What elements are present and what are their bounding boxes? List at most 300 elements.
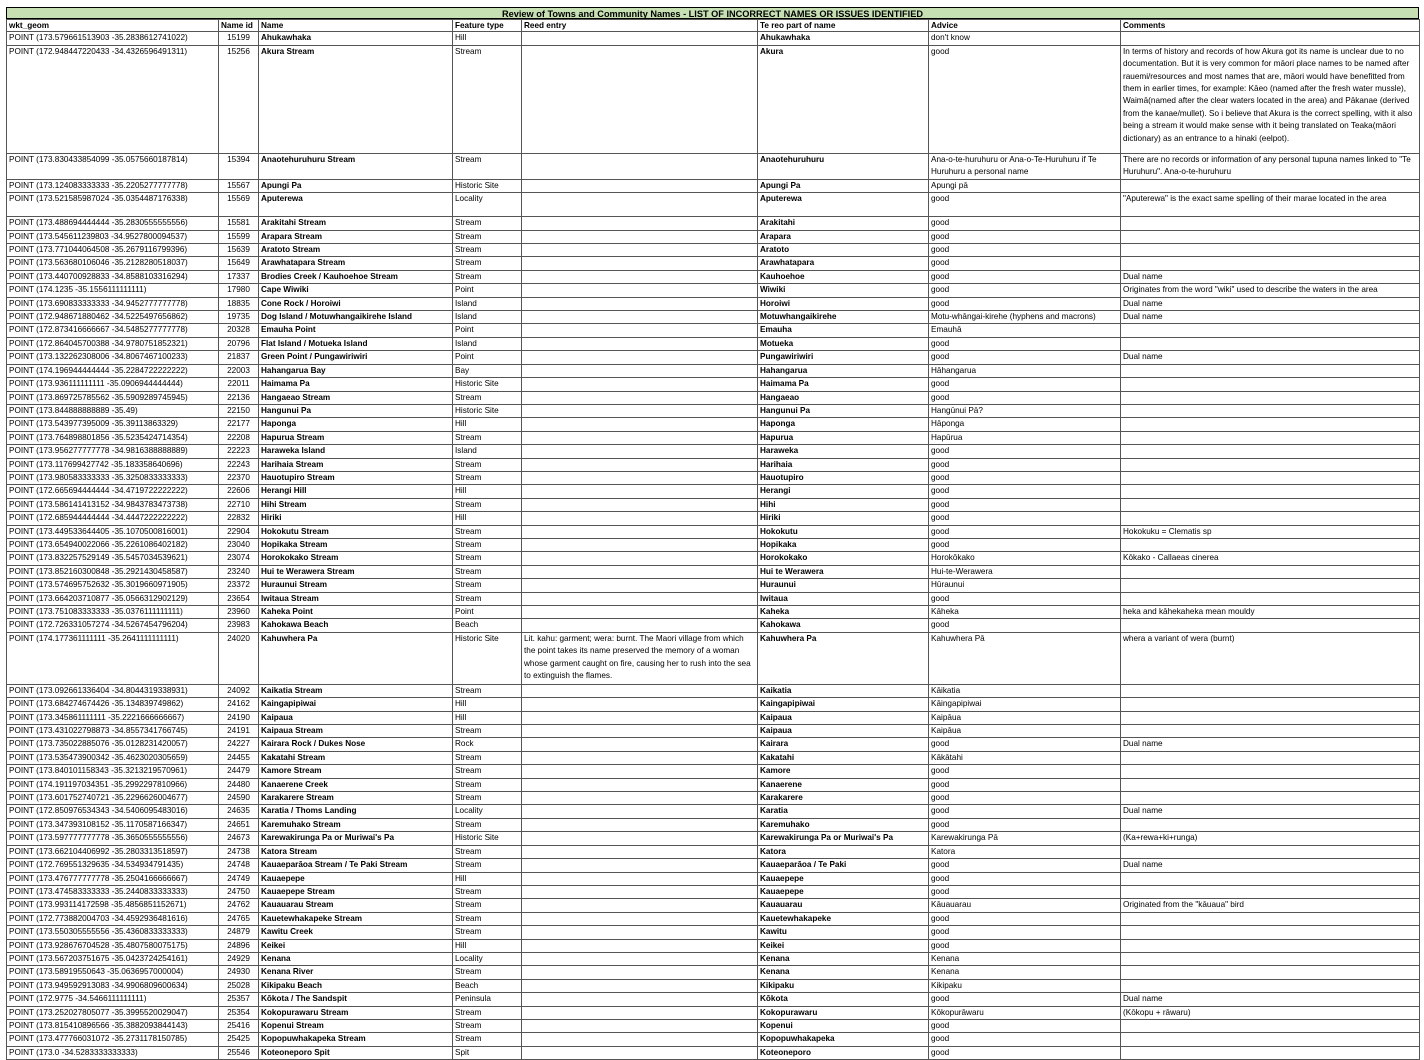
cell-te-reo[interactable]: Emauha: [758, 324, 929, 337]
cell-name-id[interactable]: 15649: [219, 257, 259, 270]
cell-reed-entry[interactable]: [522, 805, 758, 818]
cell-name[interactable]: Kauaepepe Stream: [259, 885, 453, 898]
cell-advice[interactable]: good: [929, 912, 1121, 925]
cell-reed-entry[interactable]: [522, 391, 758, 404]
cell-te-reo[interactable]: Kauaepepe: [758, 872, 929, 885]
cell-name[interactable]: Karemuhako Stream: [259, 818, 453, 831]
cell-name[interactable]: Horokokako Stream: [259, 552, 453, 565]
cell-name-id[interactable]: 19735: [219, 311, 259, 324]
cell-name[interactable]: Brodies Creek / Kauhoehoe Stream: [259, 270, 453, 283]
cell-name-id[interactable]: 22136: [219, 391, 259, 404]
cell-feature-type[interactable]: Stream: [453, 1033, 522, 1046]
cell-feature-type[interactable]: Historic Site: [453, 832, 522, 845]
cell-comments[interactable]: [1121, 872, 1420, 885]
cell-feature-type[interactable]: Locality: [453, 952, 522, 965]
cell-feature-type[interactable]: Stream: [453, 818, 522, 831]
cell-feature-type[interactable]: Spit: [453, 1046, 522, 1059]
cell-comments[interactable]: [1121, 725, 1420, 738]
cell-name-id[interactable]: 22011: [219, 378, 259, 391]
cell-feature-type[interactable]: Stream: [453, 270, 522, 283]
cell-te-reo[interactable]: Horokokako: [758, 552, 929, 565]
cell-name-id[interactable]: 24480: [219, 778, 259, 791]
cell-te-reo[interactable]: Apungi Pa: [758, 179, 929, 192]
cell-comments[interactable]: [1121, 257, 1420, 270]
cell-name[interactable]: Karewakirunga Pa or Muriwai's Pa: [259, 832, 453, 845]
cell-wkt-geom[interactable]: POINT (173.521585987024 -35.0354487176338): [7, 193, 219, 217]
cell-feature-type[interactable]: Point: [453, 351, 522, 364]
cell-name-id[interactable]: 20328: [219, 324, 259, 337]
cell-reed-entry[interactable]: [522, 859, 758, 872]
cell-comments[interactable]: [1121, 778, 1420, 791]
cell-comments[interactable]: [1121, 485, 1420, 498]
cell-wkt-geom[interactable]: POINT (173.474583333333 -35.2440833333333): [7, 885, 219, 898]
cell-wkt-geom[interactable]: POINT (173.567203751675 -35.0423724254161): [7, 952, 219, 965]
cell-te-reo[interactable]: Haraweka: [758, 445, 929, 458]
cell-feature-type[interactable]: Point: [453, 324, 522, 337]
header-name[interactable]: Name: [259, 20, 453, 32]
cell-comments[interactable]: [1121, 698, 1420, 711]
cell-wkt-geom[interactable]: POINT (173.0 -34.5283333333333): [7, 1046, 219, 1059]
cell-reed-entry[interactable]: [522, 765, 758, 778]
cell-name-id[interactable]: 22904: [219, 525, 259, 538]
cell-te-reo[interactable]: Karatia: [758, 805, 929, 818]
cell-wkt-geom[interactable]: POINT (172.948671880462 -34.5225497656862): [7, 311, 219, 324]
cell-te-reo[interactable]: Keikei: [758, 939, 929, 952]
cell-name[interactable]: Hangunui Pa: [259, 404, 453, 417]
cell-advice[interactable]: Katora: [929, 845, 1121, 858]
cell-reed-entry[interactable]: [522, 193, 758, 217]
cell-wkt-geom[interactable]: POINT (172.873416666667 -34.5485277777778): [7, 324, 219, 337]
cell-te-reo[interactable]: Kaipaua: [758, 711, 929, 724]
cell-reed-entry[interactable]: [522, 538, 758, 551]
cell-comments[interactable]: [1121, 979, 1420, 992]
cell-advice[interactable]: good: [929, 270, 1121, 283]
cell-name-id[interactable]: 24635: [219, 805, 259, 818]
cell-name[interactable]: Kauauarau Stream: [259, 899, 453, 912]
cell-advice[interactable]: good: [929, 592, 1121, 605]
cell-reed-entry[interactable]: [522, 270, 758, 283]
cell-name[interactable]: Kauaepepe: [259, 872, 453, 885]
cell-name[interactable]: Kakatahi Stream: [259, 751, 453, 764]
cell-comments[interactable]: [1121, 179, 1420, 192]
cell-name-id[interactable]: 24879: [219, 926, 259, 939]
cell-name[interactable]: Akura Stream: [259, 45, 453, 153]
cell-te-reo[interactable]: Horoiwi: [758, 297, 929, 310]
cell-advice[interactable]: Kāuauarau: [929, 899, 1121, 912]
cell-advice[interactable]: Ana-o-te-huruhuru or Ana-o-Te-Huruhuru if Te Huruhuru a personal name: [929, 153, 1121, 179]
cell-te-reo[interactable]: Hangunui Pa: [758, 404, 929, 417]
cell-reed-entry[interactable]: [522, 311, 758, 324]
cell-comments[interactable]: [1121, 765, 1420, 778]
cell-te-reo[interactable]: Harihaia: [758, 458, 929, 471]
cell-wkt-geom[interactable]: POINT (172.665694444444 -34.4719722222222): [7, 485, 219, 498]
cell-reed-entry[interactable]: [522, 284, 758, 297]
cell-wkt-geom[interactable]: POINT (173.928676704528 -35.4807580075175): [7, 939, 219, 952]
cell-name-id[interactable]: 25028: [219, 979, 259, 992]
cell-feature-type[interactable]: Peninsula: [453, 993, 522, 1006]
cell-comments[interactable]: [1121, 912, 1420, 925]
cell-feature-type[interactable]: Stream: [453, 845, 522, 858]
cell-advice[interactable]: good: [929, 859, 1121, 872]
cell-name-id[interactable]: 24896: [219, 939, 259, 952]
cell-wkt-geom[interactable]: POINT (173.764898801856 -35.5235424714354): [7, 431, 219, 444]
cell-wkt-geom[interactable]: POINT (174.177361111111 -35.2641111111111): [7, 632, 219, 684]
cell-wkt-geom[interactable]: POINT (173.751083333333 -35.0376111111111): [7, 606, 219, 619]
cell-name[interactable]: Hui te Werawera Stream: [259, 565, 453, 578]
cell-name[interactable]: Arapara Stream: [259, 230, 453, 243]
cell-feature-type[interactable]: Stream: [453, 1006, 522, 1019]
cell-comments[interactable]: In terms of history and records of how Akura got its name is unclear due to no documentation. But it is very common for māori place names to be named after rauemi/resources and most names that are, māori would have benefitted from them in earlier times, for example: Kāeo (named after the fresh water mussle), Waimā(named after the clear waters located in the area) and Pākanae (derived from the kanae/mullet). So i believe that Akura is the correct spelling, with it also being a stream it would make sense with it being translated on Teaka(māori dictionary) as an entrance to a hinaki (eelpot).: [1121, 45, 1420, 153]
cell-reed-entry[interactable]: [522, 1019, 758, 1032]
cell-name-id[interactable]: 23983: [219, 619, 259, 632]
cell-name[interactable]: Kopopuwhakapeka Stream: [259, 1033, 453, 1046]
cell-wkt-geom[interactable]: POINT (173.476777777778 -35.2504166666667): [7, 872, 219, 885]
cell-name-id[interactable]: 23654: [219, 592, 259, 605]
cell-advice[interactable]: good: [929, 378, 1121, 391]
cell-reed-entry[interactable]: [522, 153, 758, 179]
cell-advice[interactable]: Karewakirunga Pā: [929, 832, 1121, 845]
cell-name-id[interactable]: 24227: [219, 738, 259, 751]
cell-wkt-geom[interactable]: POINT (173.431022798873 -34.8557341766745): [7, 725, 219, 738]
cell-comments[interactable]: [1121, 619, 1420, 632]
cell-name-id[interactable]: 24765: [219, 912, 259, 925]
cell-name-id[interactable]: 15567: [219, 179, 259, 192]
cell-comments[interactable]: [1121, 966, 1420, 979]
cell-wkt-geom[interactable]: POINT (172.9775 -34.5466111111111): [7, 993, 219, 1006]
cell-feature-type[interactable]: Stream: [453, 592, 522, 605]
cell-name[interactable]: Koteoneporo Spit: [259, 1046, 453, 1059]
header-name-id[interactable]: Name id: [219, 20, 259, 32]
cell-name[interactable]: Kikipaku Beach: [259, 979, 453, 992]
cell-name-id[interactable]: 15639: [219, 244, 259, 257]
cell-te-reo[interactable]: Kauetewhakapeke: [758, 912, 929, 925]
cell-name-id[interactable]: 23074: [219, 552, 259, 565]
cell-name-id[interactable]: 18835: [219, 297, 259, 310]
cell-advice[interactable]: good: [929, 993, 1121, 1006]
cell-feature-type[interactable]: Stream: [453, 230, 522, 243]
cell-reed-entry[interactable]: [522, 324, 758, 337]
cell-te-reo[interactable]: Karakarere: [758, 792, 929, 805]
cell-comments[interactable]: [1121, 337, 1420, 350]
cell-te-reo[interactable]: Kōkota: [758, 993, 929, 1006]
cell-wkt-geom[interactable]: POINT (173.690833333333 -34.9452777777778): [7, 297, 219, 310]
cell-te-reo[interactable]: Kahuwhera Pa: [758, 632, 929, 684]
cell-name[interactable]: Kaingapipiwai: [259, 698, 453, 711]
cell-name-id[interactable]: 25416: [219, 1019, 259, 1032]
cell-comments[interactable]: [1121, 792, 1420, 805]
cell-reed-entry[interactable]: [522, 966, 758, 979]
cell-comments[interactable]: [1121, 885, 1420, 898]
cell-reed-entry[interactable]: [522, 1046, 758, 1059]
cell-advice[interactable]: good: [929, 872, 1121, 885]
cell-name-id[interactable]: 24673: [219, 832, 259, 845]
cell-wkt-geom[interactable]: POINT (173.852160300848 -35.2921430458587): [7, 565, 219, 578]
cell-name[interactable]: Flat Island / Motueka Island: [259, 337, 453, 350]
cell-comments[interactable]: [1121, 364, 1420, 377]
cell-wkt-geom[interactable]: POINT (173.124083333333 -35.2205277777778): [7, 179, 219, 192]
cell-te-reo[interactable]: Karewakirunga Pa or Muriwai's Pa: [758, 832, 929, 845]
cell-name-id[interactable]: 25425: [219, 1033, 259, 1046]
cell-reed-entry[interactable]: [522, 431, 758, 444]
cell-te-reo[interactable]: Aputerewa: [758, 193, 929, 217]
cell-reed-entry[interactable]: [522, 404, 758, 417]
cell-feature-type[interactable]: Point: [453, 284, 522, 297]
cell-wkt-geom[interactable]: POINT (172.769551329635 -34.534934791435): [7, 859, 219, 872]
cell-name-id[interactable]: 15581: [219, 217, 259, 230]
cell-feature-type[interactable]: Point: [453, 606, 522, 619]
cell-comments[interactable]: [1121, 818, 1420, 831]
cell-name-id[interactable]: 15394: [219, 153, 259, 179]
cell-advice[interactable]: good: [929, 818, 1121, 831]
cell-wkt-geom[interactable]: POINT (173.449533644405 -35.1070500816001): [7, 525, 219, 538]
cell-wkt-geom[interactable]: POINT (174.191197034351 -35.2992297810966): [7, 778, 219, 791]
cell-feature-type[interactable]: Stream: [453, 765, 522, 778]
cell-comments[interactable]: Dual name: [1121, 297, 1420, 310]
cell-name-id[interactable]: 23040: [219, 538, 259, 551]
cell-name-id[interactable]: 17337: [219, 270, 259, 283]
cell-name-id[interactable]: 20796: [219, 337, 259, 350]
cell-name[interactable]: Green Point / Pungawiriwiri: [259, 351, 453, 364]
cell-te-reo[interactable]: Kanaerene: [758, 778, 929, 791]
cell-feature-type[interactable]: Stream: [453, 153, 522, 179]
cell-te-reo[interactable]: Kawitu: [758, 926, 929, 939]
cell-wkt-geom[interactable]: POINT (173.771044064508 -35.2679116799396): [7, 244, 219, 257]
cell-advice[interactable]: Kahuwhera Pā: [929, 632, 1121, 684]
cell-te-reo[interactable]: Kauauarau: [758, 899, 929, 912]
cell-name-id[interactable]: 22243: [219, 458, 259, 471]
cell-advice[interactable]: Kaipāua: [929, 711, 1121, 724]
cell-advice[interactable]: Kōkopurāwaru: [929, 1006, 1121, 1019]
cell-name[interactable]: Kauetewhakapeke Stream: [259, 912, 453, 925]
cell-feature-type[interactable]: Island: [453, 337, 522, 350]
cell-name-id[interactable]: 24162: [219, 698, 259, 711]
cell-reed-entry[interactable]: [522, 297, 758, 310]
cell-comments[interactable]: [1121, 458, 1420, 471]
cell-name[interactable]: Kenana River: [259, 966, 453, 979]
cell-comments[interactable]: [1121, 324, 1420, 337]
cell-comments[interactable]: Hokokuku = Clematis sp: [1121, 525, 1420, 538]
cell-comments[interactable]: [1121, 431, 1420, 444]
cell-reed-entry[interactable]: [522, 458, 758, 471]
cell-comments[interactable]: [1121, 711, 1420, 724]
cell-reed-entry[interactable]: [522, 45, 758, 153]
cell-reed-entry[interactable]: [522, 217, 758, 230]
cell-reed-entry[interactable]: [522, 579, 758, 592]
cell-reed-entry[interactable]: [522, 471, 758, 484]
cell-name[interactable]: Kopenui Stream: [259, 1019, 453, 1032]
cell-te-reo[interactable]: Hangaeao: [758, 391, 929, 404]
cell-comments[interactable]: whera a variant of wera (burnt): [1121, 632, 1420, 684]
cell-name-id[interactable]: 22832: [219, 512, 259, 525]
cell-feature-type[interactable]: Hill: [453, 872, 522, 885]
cell-reed-entry[interactable]: [522, 899, 758, 912]
cell-name[interactable]: Hauotupiro Stream: [259, 471, 453, 484]
cell-name[interactable]: Kahokawa Beach: [259, 619, 453, 632]
cell-name[interactable]: Haimama Pa: [259, 378, 453, 391]
header-feature-type[interactable]: Feature type: [453, 20, 522, 32]
cell-advice[interactable]: good: [929, 1019, 1121, 1032]
cell-name-id[interactable]: 25354: [219, 1006, 259, 1019]
cell-name[interactable]: Kaikatia Stream: [259, 684, 453, 697]
cell-feature-type[interactable]: Stream: [453, 565, 522, 578]
cell-wkt-geom[interactable]: POINT (172.864045700388 -34.9780751852321): [7, 337, 219, 350]
cell-wkt-geom[interactable]: POINT (173.936111111111 -35.0906944444444): [7, 378, 219, 391]
cell-te-reo[interactable]: Arawhatapara: [758, 257, 929, 270]
cell-feature-type[interactable]: Beach: [453, 979, 522, 992]
header-comments[interactable]: Comments: [1121, 20, 1420, 32]
cell-feature-type[interactable]: Stream: [453, 684, 522, 697]
cell-advice[interactable]: Kāheka: [929, 606, 1121, 619]
cell-name[interactable]: Ahukawhaka: [259, 32, 453, 45]
cell-comments[interactable]: heka and kāhekaheka mean mouldy: [1121, 606, 1420, 619]
cell-advice[interactable]: good: [929, 525, 1121, 538]
header-reed-entry[interactable]: Reed entry: [522, 20, 758, 32]
cell-te-reo[interactable]: Aratoto: [758, 244, 929, 257]
cell-comments[interactable]: [1121, 404, 1420, 417]
header-te-reo[interactable]: Te reo part of name: [758, 20, 929, 32]
cell-reed-entry[interactable]: [522, 364, 758, 377]
cell-reed-entry[interactable]: [522, 525, 758, 538]
cell-feature-type[interactable]: Stream: [453, 912, 522, 925]
cell-wkt-geom[interactable]: POINT (173.980583333333 -35.3250833333333): [7, 471, 219, 484]
cell-feature-type[interactable]: Historic Site: [453, 378, 522, 391]
cell-name[interactable]: Kawitu Creek: [259, 926, 453, 939]
cell-comments[interactable]: [1121, 471, 1420, 484]
cell-te-reo[interactable]: Haponga: [758, 418, 929, 431]
cell-name-id[interactable]: 15569: [219, 193, 259, 217]
cell-comments[interactable]: Kōkako - Callaeas cinerea: [1121, 552, 1420, 565]
cell-feature-type[interactable]: Rock: [453, 738, 522, 751]
cell-wkt-geom[interactable]: POINT (173.345861111111 -35.2221666666667): [7, 711, 219, 724]
cell-te-reo[interactable]: Arakitahi: [758, 217, 929, 230]
cell-te-reo[interactable]: Kauaeparāoa / Te Paki: [758, 859, 929, 872]
cell-wkt-geom[interactable]: POINT (173.550305555556 -35.4360833333333): [7, 926, 219, 939]
cell-advice[interactable]: Kāingapipiwai: [929, 698, 1121, 711]
cell-te-reo[interactable]: Hokokutu: [758, 525, 929, 538]
cell-wkt-geom[interactable]: POINT (174.196944444444 -35.2284722222222): [7, 364, 219, 377]
cell-reed-entry[interactable]: [522, 179, 758, 192]
cell-feature-type[interactable]: Stream: [453, 778, 522, 791]
cell-advice[interactable]: good: [929, 351, 1121, 364]
cell-te-reo[interactable]: Hopikaka: [758, 538, 929, 551]
cell-name-id[interactable]: 24749: [219, 872, 259, 885]
cell-advice[interactable]: don't know: [929, 32, 1121, 45]
cell-advice[interactable]: Kenana: [929, 952, 1121, 965]
cell-reed-entry[interactable]: [522, 337, 758, 350]
cell-advice[interactable]: Hūraunui: [929, 579, 1121, 592]
cell-feature-type[interactable]: Stream: [453, 751, 522, 764]
cell-feature-type[interactable]: Stream: [453, 391, 522, 404]
cell-wkt-geom[interactable]: POINT (173.092661336404 -34.8044319338931): [7, 684, 219, 697]
cell-comments[interactable]: [1121, 378, 1420, 391]
cell-comments[interactable]: [1121, 1046, 1420, 1059]
cell-te-reo[interactable]: Motuwhangaikirehe: [758, 311, 929, 324]
cell-comments[interactable]: [1121, 418, 1420, 431]
cell-wkt-geom[interactable]: POINT (173.543977395009 -35.39113863329): [7, 418, 219, 431]
cell-name[interactable]: Haraweka Island: [259, 445, 453, 458]
cell-te-reo[interactable]: Herangi: [758, 485, 929, 498]
cell-name-id[interactable]: 24092: [219, 684, 259, 697]
cell-comments[interactable]: "Aputerewa" is the exact same spelling of their marae located in the area: [1121, 193, 1420, 217]
cell-feature-type[interactable]: Stream: [453, 431, 522, 444]
cell-wkt-geom[interactable]: POINT (173.840101158343 -35.3213219570961): [7, 765, 219, 778]
cell-name-id[interactable]: 22606: [219, 485, 259, 498]
cell-feature-type[interactable]: Locality: [453, 805, 522, 818]
cell-wkt-geom[interactable]: POINT (172.948447220433 -34.4326596491311): [7, 45, 219, 153]
cell-te-reo[interactable]: Hauotupiro: [758, 471, 929, 484]
cell-name-id[interactable]: 25546: [219, 1046, 259, 1059]
cell-reed-entry[interactable]: [522, 818, 758, 831]
cell-reed-entry[interactable]: [522, 485, 758, 498]
cell-name-id[interactable]: 24590: [219, 792, 259, 805]
cell-te-reo[interactable]: Kakatahi: [758, 751, 929, 764]
cell-feature-type[interactable]: Locality: [453, 193, 522, 217]
cell-advice[interactable]: Emauhā: [929, 324, 1121, 337]
cell-wkt-geom[interactable]: POINT (172.773882004703 -34.4592936481616): [7, 912, 219, 925]
cell-feature-type[interactable]: Stream: [453, 579, 522, 592]
cell-advice[interactable]: good: [929, 230, 1121, 243]
cell-te-reo[interactable]: Hapurua: [758, 431, 929, 444]
cell-name[interactable]: Huraunui Stream: [259, 579, 453, 592]
cell-wkt-geom[interactable]: POINT (173.869725785562 -35.5909289745945): [7, 391, 219, 404]
cell-wkt-geom[interactable]: POINT (173.654940022066 -35.2261086402182): [7, 538, 219, 551]
cell-feature-type[interactable]: Island: [453, 297, 522, 310]
cell-reed-entry[interactable]: [522, 684, 758, 697]
cell-te-reo[interactable]: Kauhoehoe: [758, 270, 929, 283]
cell-wkt-geom[interactable]: POINT (173.844888888889 -35.49): [7, 404, 219, 417]
cell-advice[interactable]: good: [929, 738, 1121, 751]
cell-reed-entry[interactable]: [522, 512, 758, 525]
cell-name[interactable]: Kaipaua: [259, 711, 453, 724]
cell-name[interactable]: Herangi Hill: [259, 485, 453, 498]
cell-name[interactable]: Cape Wiwiki: [259, 284, 453, 297]
cell-feature-type[interactable]: Hill: [453, 698, 522, 711]
cell-advice[interactable]: good: [929, 805, 1121, 818]
cell-reed-entry[interactable]: [522, 498, 758, 511]
cell-name-id[interactable]: 24020: [219, 632, 259, 684]
cell-reed-entry[interactable]: [522, 378, 758, 391]
cell-comments[interactable]: (Kōkopu + rāwaru): [1121, 1006, 1420, 1019]
cell-reed-entry[interactable]: [522, 606, 758, 619]
cell-comments[interactable]: [1121, 926, 1420, 939]
cell-comments[interactable]: Originates from the word "wiki" used to describe the waters in the area: [1121, 284, 1420, 297]
cell-reed-entry[interactable]: [522, 32, 758, 45]
cell-reed-entry[interactable]: [522, 939, 758, 952]
cell-name-id[interactable]: 24748: [219, 859, 259, 872]
cell-name[interactable]: Hihi Stream: [259, 498, 453, 511]
cell-name-id[interactable]: 22710: [219, 498, 259, 511]
cell-advice[interactable]: good: [929, 257, 1121, 270]
cell-advice[interactable]: good: [929, 885, 1121, 898]
cell-wkt-geom[interactable]: POINT (173.949592913083 -34.9906809600634): [7, 979, 219, 992]
cell-name[interactable]: Kōkota / The Sandspit: [259, 993, 453, 1006]
cell-name[interactable]: Karatia / Thoms Landing: [259, 805, 453, 818]
cell-comments[interactable]: Dual name: [1121, 993, 1420, 1006]
cell-name-id[interactable]: 24455: [219, 751, 259, 764]
cell-comments[interactable]: (Ka+rewa+ki+runga): [1121, 832, 1420, 845]
cell-wkt-geom[interactable]: POINT (173.545611239803 -34.9527800094537): [7, 230, 219, 243]
cell-te-reo[interactable]: Haimama Pa: [758, 378, 929, 391]
cell-reed-entry[interactable]: [522, 1006, 758, 1019]
cell-feature-type[interactable]: Bay: [453, 364, 522, 377]
cell-te-reo[interactable]: Kenana: [758, 952, 929, 965]
cell-te-reo[interactable]: Kaikatia: [758, 684, 929, 697]
cell-advice[interactable]: good: [929, 765, 1121, 778]
cell-name[interactable]: Harihaia Stream: [259, 458, 453, 471]
cell-te-reo[interactable]: Hui te Werawera: [758, 565, 929, 578]
cell-reed-entry[interactable]: [522, 1033, 758, 1046]
cell-wkt-geom[interactable]: POINT (173.586141413152 -34.9843783473738): [7, 498, 219, 511]
